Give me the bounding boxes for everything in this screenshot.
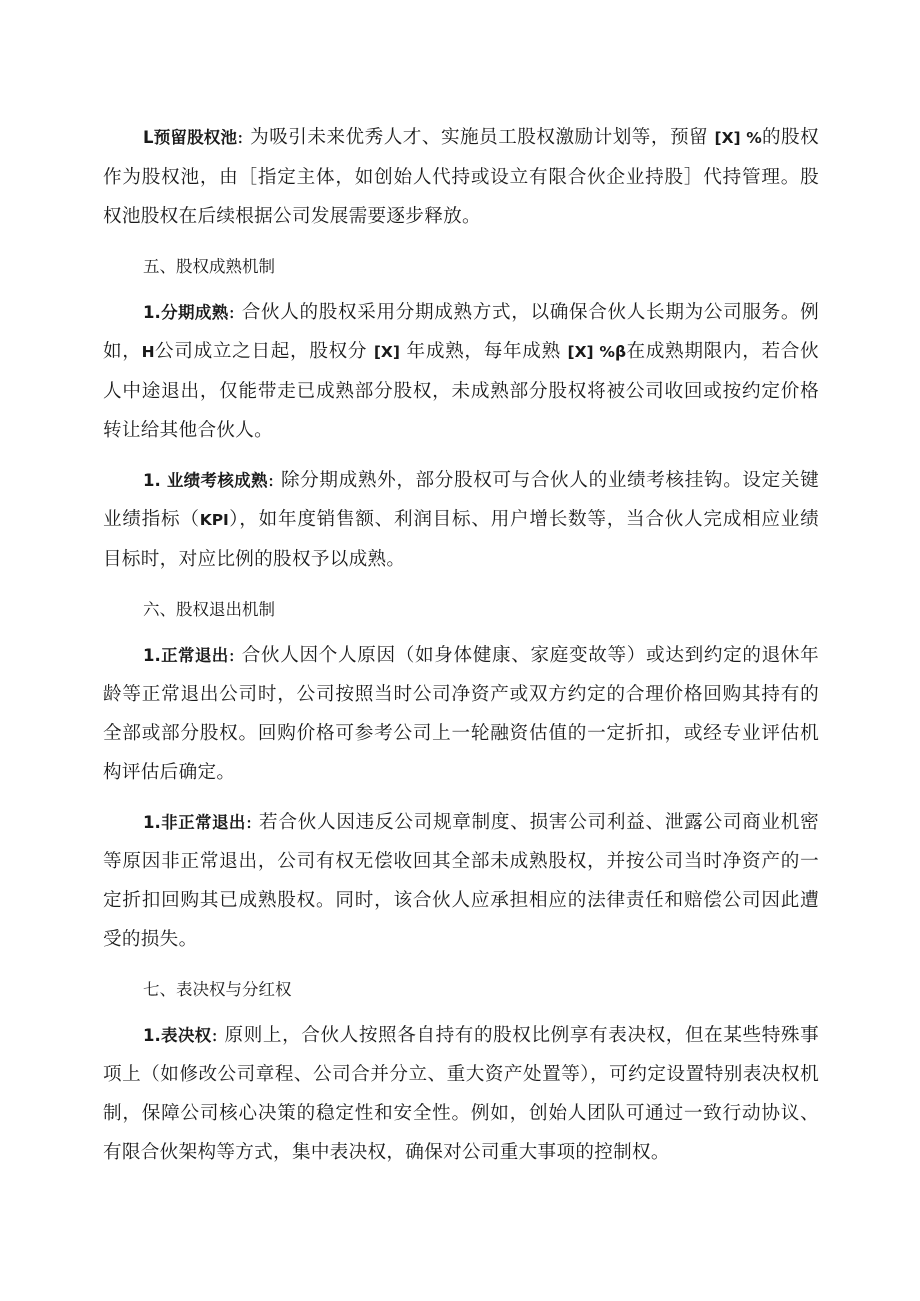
section-heading: 五、股权成熟机制 [143,257,275,276]
body-paragraph [103,461,819,579]
placeholder-value: H [141,343,155,361]
body-paragraph [103,118,819,236]
clause-label: 1.正常退出 [143,646,229,665]
paragraph-text: : 若合伙人因违反公司规章制度、损害公司利益、泄露公司商业机密等原因非正常退出，公司有权无偿收回其全部未成熟股权，并按公司当时净资产的一定折扣回购其已成熟股权。同时，该合伙人应承担相应的法律责任和赔偿公司因此遭受的损失。 [103,812,820,950]
section-heading: 七、表决权与分红权 [143,980,292,999]
placeholder-value: KPI [199,511,229,529]
paragraph-text: : 合伙人的股权采用分期成熟方式，以确保合伙人长期为公司服务。例如， [103,302,819,362]
clause-label: L预留股权池 [143,128,238,147]
paragraph-text: : 为吸引未来优秀人才、实施员工股权激励计划等，预留 [237,127,715,148]
clause-label: 1. 业绩考核成熟 [143,471,268,490]
clause-label: 1.表决权 [143,1026,212,1045]
placeholder-value: [X] [373,343,400,361]
paragraph-text: : 原则上，合伙人按照各自持有的股权比例享有表决权，但在某些特殊事项上（如修改公司章程、公司合并分立、重大资产处置等），可约定设置特别表决权机制，保障公司核心决策的稳定性和安全性。例如，创始人团队可通过一致行动协议、有限合伙架构等方式，集中表决权，确保对公司重大事项的控制权。 [103,1025,820,1163]
paragraph-text: 年成熟，每年成熟 [399,341,568,362]
paragraph-text: : 合伙人因个人原因（如身体健康、家庭变故等）或达到约定的退休年龄等正常退出公司时，公司按照当时公司净资产或双方约定的合理价格回购其持有的全部或部分股权。回购价格可参考公司上一轮融资估值的一定折扣，或经专业评估机构评估后确定。 [103,645,819,783]
paragraph-text: 在成熟期限内，若合伙人中途退出，仅能带走已成熟部分股权，未成熟部分股权将被公司收回或按约定价格转让给其他合伙人。 [103,341,819,441]
clause-label: 1.分期成熟 [143,303,229,322]
placeholder-value: [X] %β [567,343,627,361]
placeholder-value: [X] % [714,129,762,147]
body-paragraph [103,1016,819,1172]
document-page [103,118,819,1183]
paragraph-text: ），如年度销售额、利润目标、用户增长数等，当合伙人完成相应业绩目标时，对应比例的股权予以成熟。 [103,509,819,570]
paragraph-text: : 除分期成熟外，部分股权可与合伙人的业绩考核挂钩。设定关键业绩指标（ [103,470,819,530]
paragraph-text: 公司成立之日起，股权分 [154,341,374,362]
body-paragraph [103,803,819,959]
paragraph-text: 的股权作为股权池，由［指定主体，如创始人代持或设立有限合伙企业持股］代持管理。股权池股权在后续根据公司发展需要逐步释放。 [103,127,819,227]
section-heading: 六、股权退出机制 [143,600,275,619]
clause-label: 1.非正常退出 [143,813,246,832]
body-paragraph [103,293,819,450]
body-paragraph [103,636,819,792]
